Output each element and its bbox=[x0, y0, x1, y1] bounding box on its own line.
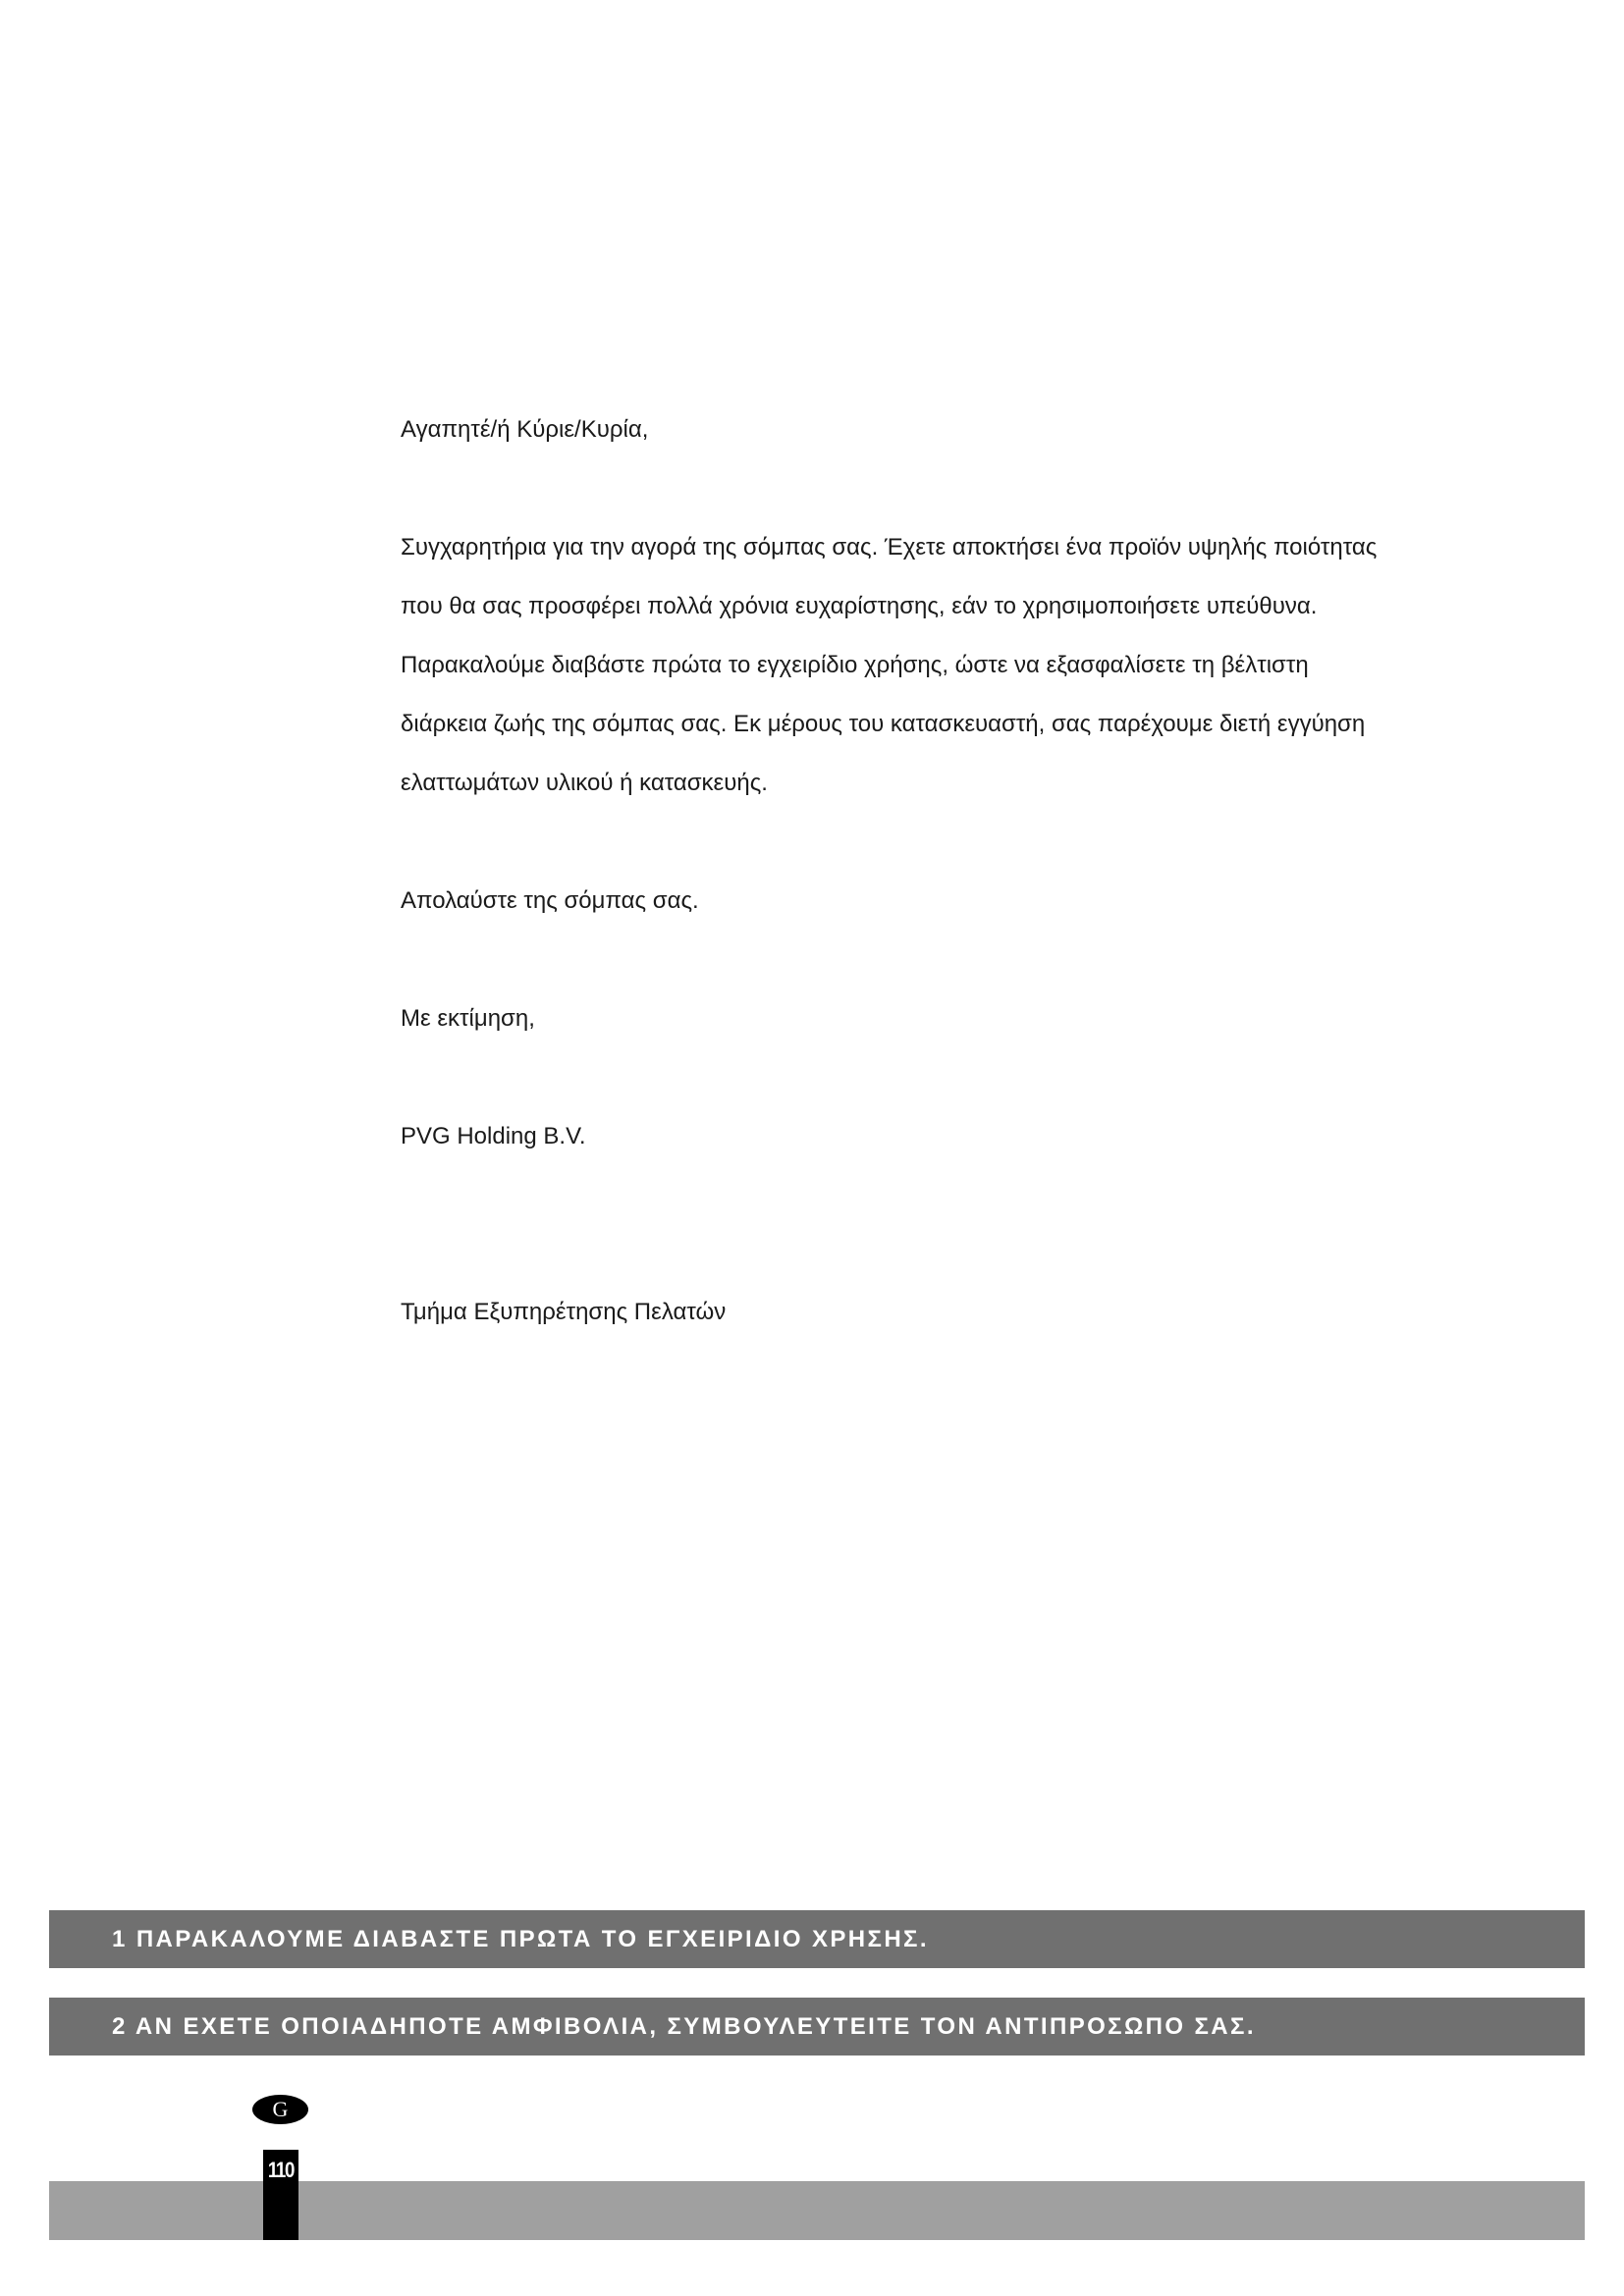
body-line: Παρακαλούμε διαβάστε πρώτα το εγχειρίδιο χρήσης, ώστε να εξασφαλίσετε τη βέλτιστη bbox=[401, 652, 1309, 678]
instruction-banner-2: 2 ΑΝ ΕΧΕΤΕ ΟΠΟΙΑΔΗΠΟΤΕ ΑΜΦΙΒΟΛΙΑ, ΣΥΜΒΟΥΛΕΥΤΕΙΤΕ ΤΟΝ ΑΝΤΙΠΡΟΣΩΠΟ ΣΑΣ. bbox=[49, 1998, 1585, 2056]
page-number: 110 bbox=[267, 2158, 295, 2182]
company-name: PVG Holding B.V. bbox=[401, 1123, 586, 1149]
body-line: ελαττωμάτων υλικού ή κατασκευής. bbox=[401, 770, 768, 796]
enjoy-line: Απολαύστε της σόμπας σας. bbox=[401, 887, 699, 914]
instruction-banner-1: 1 ΠΑΡΑΚΑΛΟΥΜΕ ΔΙΑΒΑΣΤΕ ΠΡΩΤΑ ΤΟ ΕΓΧΕΙΡΙΔΙΟ ΧΡΗΣΗΣ. bbox=[49, 1910, 1585, 1968]
body-line: που θα σας προσφέρει πολλά χρόνια ευχαρίστησης, εάν το χρησιμοποιήσετε υπεύθυνα. bbox=[401, 593, 1318, 619]
salutation: Αγαπητέ/ή Κύριε/Κυρία, bbox=[401, 416, 649, 443]
body-line: Συγχαρητήρια για την αγορά της σόμπας σας. Έχετε αποκτήσει ένα προϊόν υψηλής ποιότητας bbox=[401, 534, 1378, 561]
department-name: Τμήμα Εξυπηρέτησης Πελατών bbox=[401, 1299, 727, 1325]
closing-line: Με εκτίμηση, bbox=[401, 1005, 535, 1032]
language-badge: G bbox=[252, 2095, 308, 2124]
body-line: διάρκεια ζωής της σόμπας σας. Εκ μέρους του κατασκευαστή, σας παρέχουμε διετή εγγύηση bbox=[401, 711, 1366, 737]
